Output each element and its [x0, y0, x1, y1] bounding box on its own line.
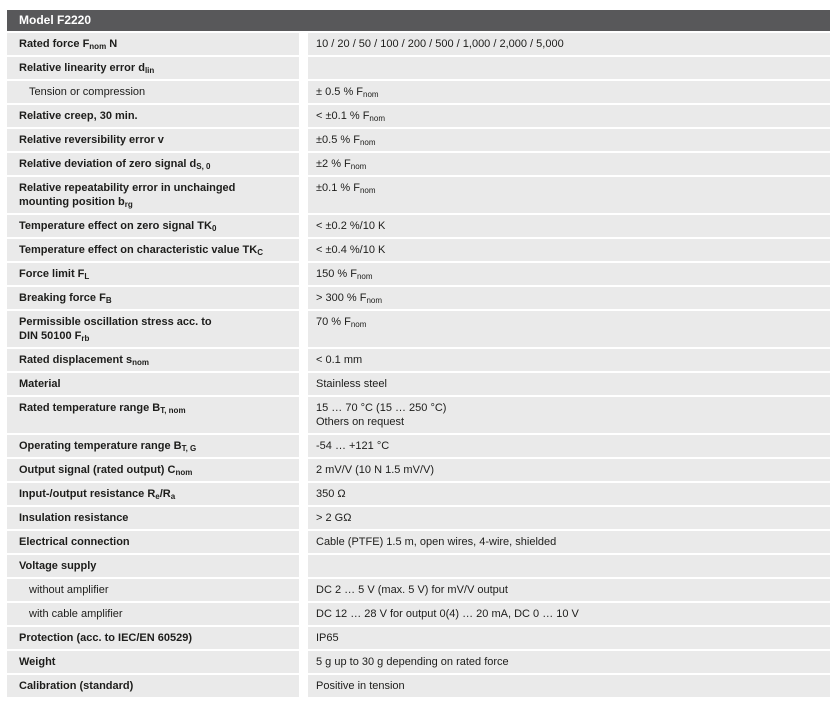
spec-label-cell: Tension or compression	[7, 81, 299, 103]
spec-value-cell: < ±0.1 % $F_{nom}$	[308, 105, 830, 127]
spec-label-cell: Weight	[7, 651, 299, 673]
spec-value-cell: < 0.1 mm	[308, 349, 830, 371]
table-row	[7, 349, 830, 371]
spec-value-cell: Positive in tension	[308, 675, 830, 697]
table-row	[7, 57, 830, 79]
spec-value-cell: 2 mV/V (10 N 1.5 mV/V)	[308, 459, 830, 481]
spec-value-cell: < ±0.2 %/10 K	[308, 215, 830, 237]
spec-value-cell: < ±0.4 %/10 K	[308, 239, 830, 261]
spec-value-cell: Stainless steel	[308, 373, 830, 395]
spec-label-cell: Temperature effect on characteristic value $TK_C$	[7, 239, 299, 261]
spec-label-cell: Relative repeatability error in unchainged mounting position $b_{rg}$	[7, 177, 299, 213]
spec-label-cell: Breaking force $F_B$	[7, 287, 299, 309]
spec-label-cell: Output signal (rated output) $C_{nom}$	[7, 459, 299, 481]
spec-value-cell: 150 % $F_{nom}$	[308, 263, 830, 285]
table-row	[7, 651, 830, 673]
spec-value-cell: > 300 % $F_{nom}$	[308, 287, 830, 309]
spec-label-cell: Relative reversibility error v	[7, 129, 299, 151]
spec-value-cell: ±2 % $F_{nom}$	[308, 153, 830, 175]
spec-label-cell: Voltage supply	[7, 555, 299, 577]
table-row	[7, 263, 830, 285]
spec-value-cell: 10 / 20 / 50 / 100 / 200 / 500 / 1,000 / 2,000 / 5,000	[308, 33, 830, 55]
spec-value-cell: 5 g up to 30 g depending on rated force	[308, 651, 830, 673]
spec-label-cell: Calibration (standard)	[7, 675, 299, 697]
spec-value-cell: 15 … 70 °C (15 … 250 °C) Others on request	[308, 397, 830, 433]
spec-value-cell: ± 0.5 % $F_{nom}$	[308, 81, 830, 103]
spec-value-cell: Cable (PTFE) 1.5 m, open wires, 4-wire, shielded	[308, 531, 830, 553]
spec-value-cell: ±0.5 % $F_{nom}$	[308, 129, 830, 151]
spec-value-cell	[308, 555, 830, 577]
spec-label-cell: Material	[7, 373, 299, 395]
table-row	[7, 373, 830, 395]
table-row	[7, 105, 830, 127]
spec-label-cell: Relative creep, 30 min.	[7, 105, 299, 127]
table-header	[7, 10, 830, 31]
spec-label-cell: Relative linearity error $d_{lin}$	[7, 57, 299, 79]
spec-label-cell: with cable amplifier	[7, 603, 299, 625]
spec-label-cell: without amplifier	[7, 579, 299, 601]
table-row	[7, 177, 830, 213]
spec-label-cell: Permissible oscillation stress acc. to DIN 50100 $F_{rb}$	[7, 311, 299, 347]
spec-label-cell: Temperature effect on zero signal $TK_0$	[7, 215, 299, 237]
table-row	[7, 311, 830, 347]
table-row	[7, 435, 830, 457]
spec-label-cell: Input-/output resistance $R_e/R_a$	[7, 483, 299, 505]
table-row	[7, 215, 830, 237]
table-row	[7, 579, 830, 601]
table-row	[7, 483, 830, 505]
spec-label-cell: Operating temperature range $B_{T, G}$	[7, 435, 299, 457]
spec-value-cell: 70 % $F_{nom}$	[308, 311, 830, 347]
spec-label-cell: Rated force $F_{nom}$ N	[7, 33, 299, 55]
table-row	[7, 603, 830, 625]
table-row	[7, 81, 830, 103]
spec-value-cell: ±0.1 % $F_{nom}$	[308, 177, 830, 213]
table-row	[7, 33, 830, 55]
spec-value-cell: IP65	[308, 627, 830, 649]
spec-label-cell: Insulation resistance	[7, 507, 299, 529]
table-row	[7, 153, 830, 175]
table-row	[7, 531, 830, 553]
table-row	[7, 287, 830, 309]
table-row	[7, 507, 830, 529]
table-row	[7, 129, 830, 151]
spec-label-cell: Rated temperature range $B_{T, nom}$	[7, 397, 299, 433]
table-title: Model F2220	[19, 13, 92, 27]
table-row	[7, 627, 830, 649]
spec-label-cell: Relative deviation of zero signal $d_{S, 0}$	[7, 153, 299, 175]
spec-value-cell	[308, 57, 830, 79]
table-row	[7, 555, 830, 577]
spec-value-cell: -54 … +121 °C	[308, 435, 830, 457]
spec-label-cell: Rated displacement $s_{nom}$	[7, 349, 299, 371]
spec-value-cell: DC 2 … 5 V (max. 5 V) for mV/V output	[308, 579, 830, 601]
spec-table	[7, 10, 830, 697]
table-row	[7, 459, 830, 481]
spec-label-cell: Force limit $F_L$	[7, 263, 299, 285]
spec-value-cell: 350 Ω	[308, 483, 830, 505]
table-row	[7, 397, 830, 433]
spec-value-cell: DC 12 … 28 V for output 0(4) … 20 mA, DC 0 … 10 V	[308, 603, 830, 625]
table-row	[7, 675, 830, 697]
spec-label-cell: Protection (acc. to IEC/EN 60529)	[7, 627, 299, 649]
table-row	[7, 239, 830, 261]
spec-value-cell: > 2 GΩ	[308, 507, 830, 529]
table-body	[7, 33, 830, 697]
spec-label-cell: Electrical connection	[7, 531, 299, 553]
